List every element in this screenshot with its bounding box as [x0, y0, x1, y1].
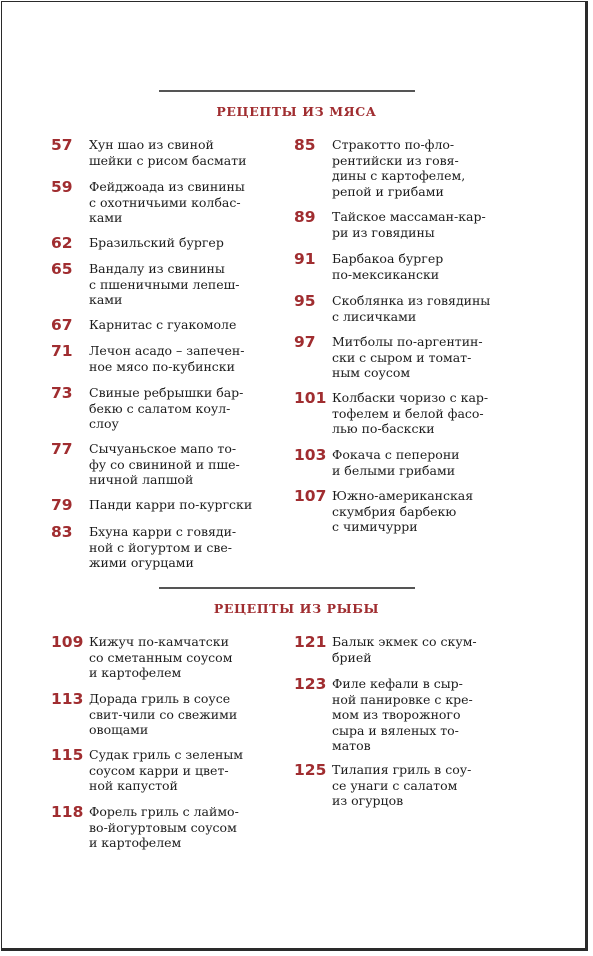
recipe-entry: [51, 524, 236, 571]
recipe-entry: [51, 804, 239, 851]
page-number: 85: [294, 136, 316, 154]
recipe-entry: [51, 634, 232, 681]
recipe-entry: [294, 488, 473, 535]
recipe-entry: [51, 261, 239, 308]
page-number: 113: [51, 690, 84, 708]
recipe-entry: [294, 762, 471, 809]
recipe-title: Колбаски чоризо с кар- тофелем и белой фасо- лью по-баскски: [332, 390, 489, 436]
page-number: 83: [51, 523, 73, 541]
recipe-title: Тилапия гриль в соу- се унаги с салатом из огурцов: [332, 762, 472, 808]
recipe-entry: [51, 343, 244, 374]
recipe-title: Свиные ребрышки бар- бекю с салатом коул- слоу: [89, 385, 244, 431]
page-number: 59: [51, 178, 73, 196]
recipe-entry: [51, 235, 224, 251]
recipe-entry: [294, 209, 486, 240]
recipe-entry: [294, 676, 473, 754]
recipe-title: Фокача с пеперони и белыми грибами: [332, 447, 460, 478]
recipe-entry: [51, 747, 243, 794]
recipe-title: Судак гриль с зеленым соусом карри и цвет- ной капустой: [89, 747, 243, 793]
recipe-title: Карнитас с гуакомоле: [89, 317, 237, 332]
page-number: 109: [51, 633, 84, 651]
recipe-title: Форель гриль с лаймо- во-йогуртовым соусом и картофелем: [89, 804, 239, 850]
page-number: 73: [51, 384, 73, 402]
page-number: 77: [51, 440, 73, 458]
page-number: 65: [51, 260, 73, 278]
recipe-title: Филе кефали в сыр- ной панировке с кре- мом из творожного сыра и вяленых то- матов: [332, 676, 473, 753]
recipe-entry: [294, 251, 443, 282]
recipe-entry: [294, 634, 477, 665]
page-number: 115: [51, 746, 84, 764]
recipe-entry: [294, 390, 488, 437]
recipe-entry: [51, 385, 243, 432]
page-number: 62: [51, 234, 73, 252]
page-number: 91: [294, 250, 316, 268]
recipe-title: Южно-американская скумбрия барбекю с чимичурри: [332, 488, 474, 534]
recipe-entry: [294, 447, 459, 478]
recipe-title: Хун шао из свиной шейки с рисом басмати: [89, 137, 247, 168]
recipe-entry: [51, 691, 237, 738]
page-number: 95: [294, 292, 316, 310]
recipe-entry: [294, 334, 483, 381]
recipe-entry: [51, 497, 252, 513]
page-number: 89: [294, 208, 316, 226]
recipe-title: Барбакоа бургер по-мексикански: [332, 251, 444, 282]
recipe-title: Стракотто по-фло- рентийски из говя- дины с картофелем, репой и грибами: [332, 137, 466, 199]
recipe-title: Вандалу из свинины с пшеничными лепеш- ками: [89, 261, 240, 307]
recipe-entry: [51, 317, 236, 333]
recipe-title: Дорада гриль в соусе свит-чили со свежими овощами: [89, 691, 238, 737]
recipe-title: Панди карри по-кургски: [89, 497, 253, 512]
recipe-title: Кижуч по-камчатски со сметанным соусом и картофелем: [89, 634, 233, 680]
recipe-title: Лечон асадо – запечен- ное мясо по-кубински: [89, 343, 245, 374]
recipe-entry: [51, 441, 240, 488]
section-title-meat: РЕЦЕПТЫ ИЗ МЯСА: [216, 104, 377, 119]
recipe-title: Митболы по-аргентин- ски с сыром и томат- ным соусом: [332, 334, 483, 380]
page-number: 125: [294, 761, 327, 779]
section-rule-middle: [159, 587, 415, 589]
page-number: 97: [294, 333, 316, 351]
page-number: 103: [294, 446, 327, 464]
section-title-fish: РЕЦЕПТЫ ИЗ РЫБЫ: [213, 601, 380, 616]
page-number: 79: [51, 496, 73, 514]
recipe-title: Балык экмек со скум- брией: [332, 634, 477, 665]
page-number: 121: [294, 633, 327, 651]
recipe-entry: [294, 137, 465, 199]
section-rule-top: [159, 90, 415, 92]
recipe-title: Бхуна карри с говяди- ной с йогуртом и све- жими огурцами: [89, 524, 237, 570]
page-number: 71: [51, 342, 73, 360]
recipe-title: Бразильский бургер: [89, 235, 224, 250]
page-number: 57: [51, 136, 73, 154]
recipe-title: Сычуаньское мапо то- фу со свининой и пше- ничной лапшой: [89, 441, 240, 487]
recipe-entry: [51, 179, 245, 226]
recipe-title: Тайское массаман-кар- ри из говядины: [332, 209, 486, 240]
recipe-title: Скоблянка из говядины с лисичками: [332, 293, 491, 324]
page-number: 101: [294, 389, 327, 407]
recipe-title: Фейджоада из свинины с охотничьими колбас- ками: [89, 179, 245, 225]
recipe-entry: [294, 293, 490, 324]
page-number: 123: [294, 675, 327, 693]
page-number: 107: [294, 487, 327, 505]
page-number: 67: [51, 316, 73, 334]
page-number: 118: [51, 803, 84, 821]
recipe-entry: [51, 137, 246, 168]
